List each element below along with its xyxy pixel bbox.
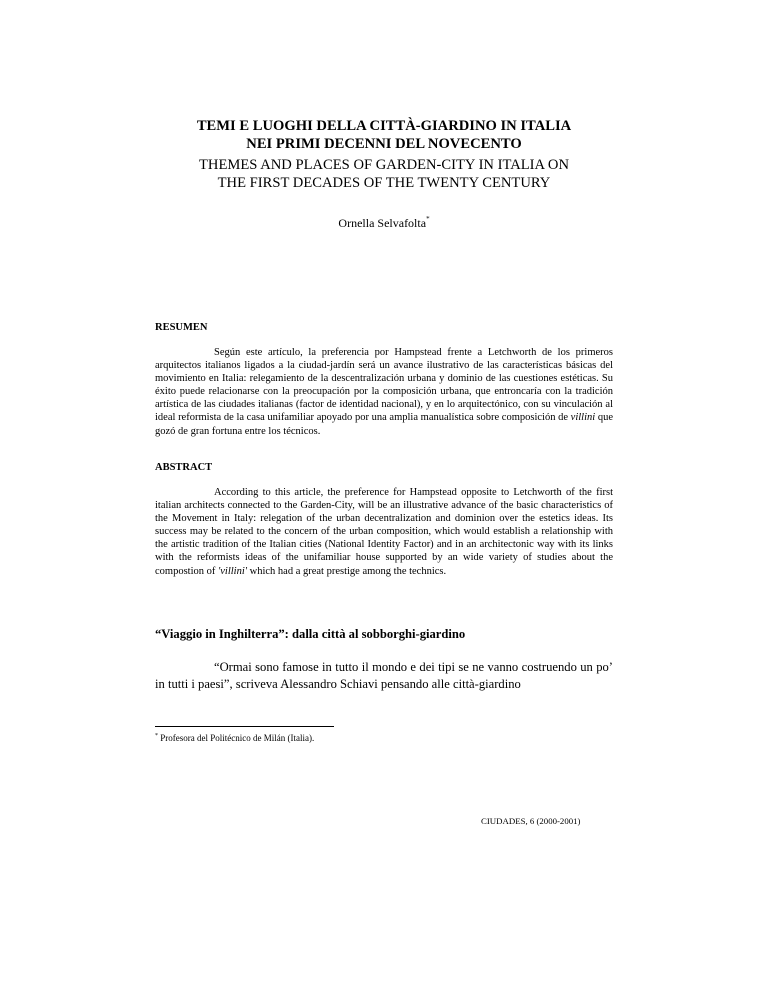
section-heading: “Viaggio in Inghilterra”: dalla città al sobborghi-giardino xyxy=(155,627,466,641)
footnote-text: Profesora del Politécnico de Milán (Italia). xyxy=(158,733,315,743)
footnote-divider xyxy=(155,726,334,727)
resumen-text-part-2: que gozó de gran fortuna entre los técnicos. xyxy=(155,412,613,437)
abstract-text xyxy=(155,486,613,578)
abstract-text-part-2: which had a great prestige among the technics. xyxy=(247,565,447,577)
section-paragraph: “Ormai sono famose in tutto il mondo e dei tipi se ne vanno costruendo un po’ in tutti i paesi”, scriveva Alessandro Schiavi pensando alle città-giardino xyxy=(155,660,613,691)
author-name: Ornella Selvafolta xyxy=(338,216,427,230)
author-footnote-mark: * xyxy=(426,215,430,223)
title-english-line-2: THE FIRST DECADES OF THE TWENTY CENTURY xyxy=(217,175,551,191)
title-italian xyxy=(100,118,668,153)
title-italian-line-1: TEMI E LUOGHI DELLA CITTÀ-GIARDINO IN ITALIA xyxy=(196,118,572,134)
footnote xyxy=(155,733,314,743)
footnote-mark: * xyxy=(155,733,158,739)
abstract-heading: ABSTRACT xyxy=(155,462,213,473)
abstract-text-part-1: According to this article, the preference for Hampstead opposite to Letchworth of the first italian architects connected to the Garden-City, will be an illustrative advance of the basic characteristics of the Movement in Italy: relegation of the urban decentralization and dominion over the estetics ideas. Its success may be related to the concern of the urban composition, which would establish a relationship with the artistic tradition of the Italian cities (National Identity Factor) and in an architectonic way with its links with the reformists ideas of the unifamiliar house supported by an wide variety of studies about the compostion of xyxy=(155,487,613,577)
title-italian-line-2: NEI PRIMI DECENNI DEL NOVECENTO xyxy=(246,135,522,152)
author-line xyxy=(100,216,668,231)
resumen-heading: RESUMEN xyxy=(155,322,208,333)
title-english xyxy=(100,156,668,192)
resumen-text-part-1: Según este artículo, la preferencia por Hampstead frente a Letchworth de los primeros arquitectos italianos ligados a la ciudad-jardín será un avance ilustrativo de las características básicas del movimiento en Italia: relegamiento de la descentralización urbana y dominio de las cuestiones estéticas. Su éxito puede relacionarse con la preocupación por la composición urbana, que entroncaría con la tradición artística de las ciudades italianas (factor de identidad nacional), y en lo arquitectónico, con su vinculación al ideal reformista de la casa unifamiliar apoyado por una amplia manualística sobre composición de xyxy=(155,347,613,424)
resumen-text xyxy=(155,346,613,438)
abstract-text-italic: 'villini' xyxy=(218,565,247,577)
title-english-line-1: THEMES AND PLACES OF GARDEN-CITY IN ITALIA ON xyxy=(198,157,570,173)
journal-footer: CIUDADES, 6 (2000-2001) xyxy=(481,816,581,826)
resumen-text-italic: villini xyxy=(570,412,596,424)
